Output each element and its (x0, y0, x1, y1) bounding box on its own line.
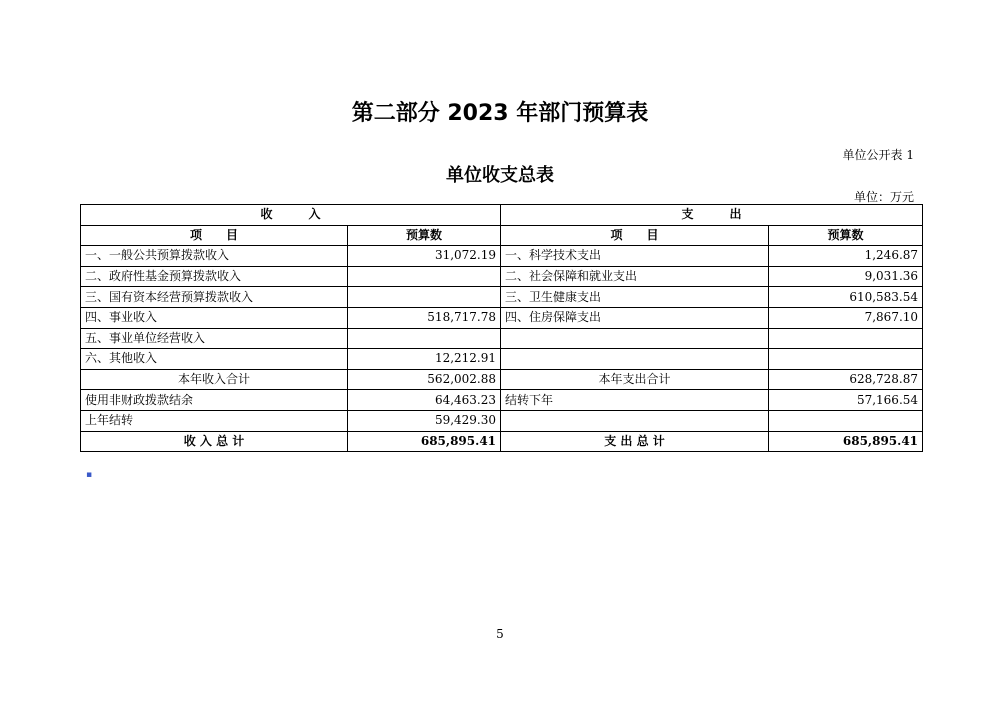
income-value: 518,717.78 (348, 307, 501, 328)
income-value: 31,072.19 (348, 246, 501, 267)
page-title: 第二部分 2023 年部门预算表 (351, 101, 649, 126)
column-header-row (81, 225, 923, 246)
paragraph-mark-icon: ▪ (86, 470, 93, 480)
expense-value (769, 328, 923, 349)
income-item: 五、事业单位经营收入 (81, 328, 348, 349)
income-total-value: 685,895.41 (348, 431, 501, 452)
expense-value (769, 410, 923, 431)
table-row (81, 266, 923, 287)
expense-total-label: 支 出 总 计 (501, 431, 769, 452)
expense-item (501, 328, 769, 349)
expense-total-value: 685,895.41 (769, 431, 923, 452)
table-row (81, 287, 923, 308)
expense-item: 三、卫生健康支出 (501, 287, 769, 308)
income-expense-table (80, 204, 923, 452)
expense-item (501, 410, 769, 431)
income-item: 三、国有资本经营预算拨款收入 (81, 287, 348, 308)
income-item: 上年结转 (81, 410, 348, 431)
income-item-column-header: 项 目 (81, 225, 348, 246)
income-value: 64,463.23 (348, 390, 501, 411)
income-value: 59,429.30 (348, 410, 501, 431)
income-total-label: 收 入 总 计 (81, 431, 348, 452)
expense-item: 结转下年 (501, 390, 769, 411)
expense-item (501, 349, 769, 370)
expense-subtotal-value: 628,728.87 (769, 369, 923, 390)
income-value (348, 287, 501, 308)
expense-value: 1,246.87 (769, 246, 923, 267)
income-section-header: 收 入 (81, 205, 501, 226)
expense-value: 610,583.54 (769, 287, 923, 308)
income-budget-column-header: 预算数 (348, 225, 501, 246)
expense-item: 二、社会保障和就业支出 (501, 266, 769, 287)
income-item: 使用非财政拨款结余 (81, 390, 348, 411)
expense-value: 57,166.54 (769, 390, 923, 411)
table-row (81, 307, 923, 328)
expense-value (769, 349, 923, 370)
expense-item: 四、住房保障支出 (501, 307, 769, 328)
total-row (81, 431, 923, 452)
income-item: 一、一般公共预算拨款收入 (81, 246, 348, 267)
expense-value: 9,031.36 (769, 266, 923, 287)
section-header-row (81, 205, 923, 226)
expense-value: 7,867.10 (769, 307, 923, 328)
income-subtotal-label: 本年收入合计 (81, 369, 348, 390)
table-row (81, 410, 923, 431)
unit-label: 单位：万元 (853, 190, 914, 204)
income-value (348, 328, 501, 349)
expense-subtotal-label: 本年支出合计 (501, 369, 769, 390)
page-number: 5 (496, 627, 504, 641)
expense-budget-column-header: 预算数 (769, 225, 923, 246)
income-item: 二、政府性基金预算拨款收入 (81, 266, 348, 287)
expense-item-column-header: 项 目 (501, 225, 769, 246)
table-row (81, 246, 923, 267)
table-title: 单位收支总表 (446, 165, 554, 186)
income-item: 六、其他收入 (81, 349, 348, 370)
expense-item: 一、科学技术支出 (501, 246, 769, 267)
form-number: 单位公开表 1 (842, 148, 914, 162)
expense-section-header: 支 出 (501, 205, 923, 226)
income-value: 12,212.91 (348, 349, 501, 370)
table-row (81, 390, 923, 411)
income-value (348, 266, 501, 287)
table-row (81, 349, 923, 370)
table-row (81, 328, 923, 349)
income-item: 四、事业收入 (81, 307, 348, 328)
income-subtotal-value: 562,002.88 (348, 369, 501, 390)
subtotal-row (81, 369, 923, 390)
